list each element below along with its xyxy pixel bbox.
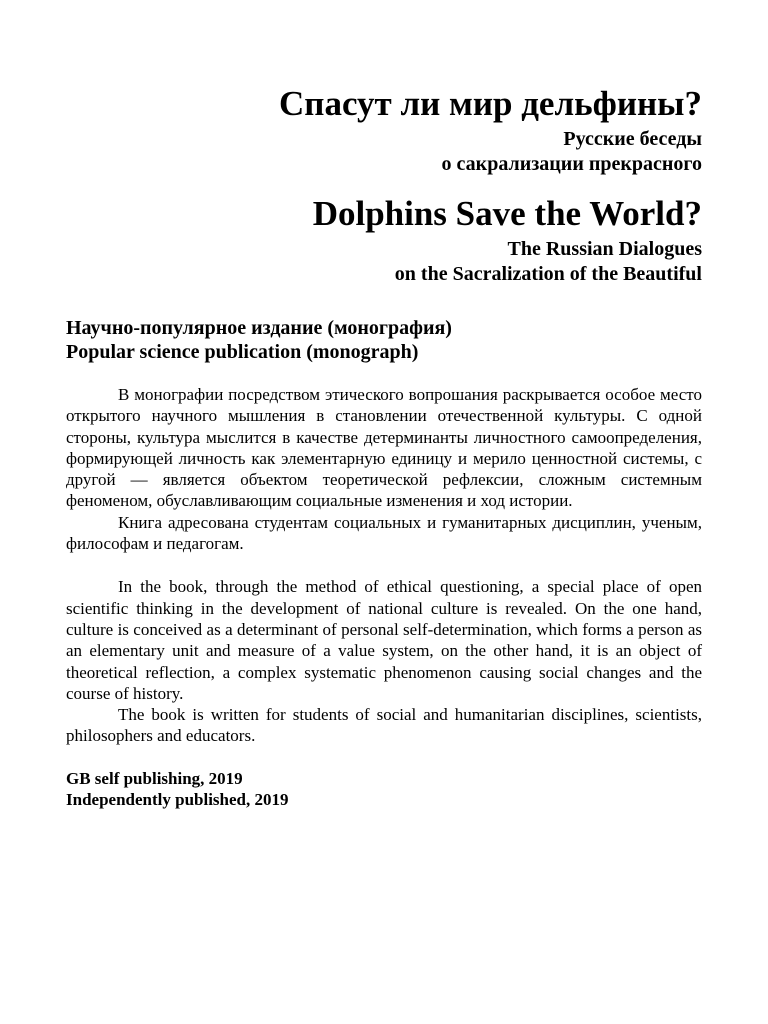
russian-subtitle-line-1: Русские беседы [563, 128, 702, 150]
abstract-russian [66, 384, 702, 554]
publisher-imprint [66, 768, 702, 811]
russian-main-title: Спасут ли мир дельфины? [279, 84, 702, 123]
abstract-ru-paragraph-1: В монографии посредством этического вопрошания раскрывается особое место открытого научного мышления в становлении отечественной культуры. С одной стороны, культура мыслится в качестве детерминанты личностного самоопределения, формирующей личность как элементарную единицу и мерило ценностной системы, с другой — является объектом теоретической рефлексии, сложным системным феноменом, обуславливающим социальные изменения и ход истории. [66, 385, 702, 511]
english-title-block [66, 194, 702, 287]
english-main-title: Dolphins Save the World? [312, 194, 702, 233]
russian-title-block [66, 84, 702, 177]
imprint-line-1: GB self publishing, 2019 [66, 768, 243, 788]
english-subtitle-line-1: The Russian Dialogues [507, 238, 702, 260]
imprint-line-2: Independently published, 2019 [66, 790, 289, 810]
english-subtitle-line-2: on the Sacralization of the Beautiful [394, 263, 702, 285]
edition-type-en: Popular science publication (monograph) [66, 341, 419, 363]
abstract-ru-paragraph-2: Книга адресована студентам социальных и гуманитарных дисциплин, ученым, философам и педагогам. [66, 512, 702, 554]
abstract-en-paragraph-1: In the book, through the method of ethical questioning, a special place of open scientific thinking in the development of national culture is revealed. On the one hand, culture is conceived as a determinant of personal self-determination, which forms a person as an elementary unit and measure of a value system, on the other hand, it is an object of theoretical reflection, a complex systematic phenomenon causing social changes and the course of history. [66, 577, 702, 703]
edition-type [66, 316, 702, 364]
russian-subtitle-line-2: о сакрализации прекрасного [441, 153, 702, 175]
title-page [66, 84, 702, 811]
abstract-en-paragraph-2: The book is written for students of social and humanitarian disciplines, scientists, philosophers and educators. [66, 705, 702, 746]
abstract-english [66, 576, 702, 746]
edition-type-ru: Научно-популярное издание (монография) [66, 317, 452, 339]
